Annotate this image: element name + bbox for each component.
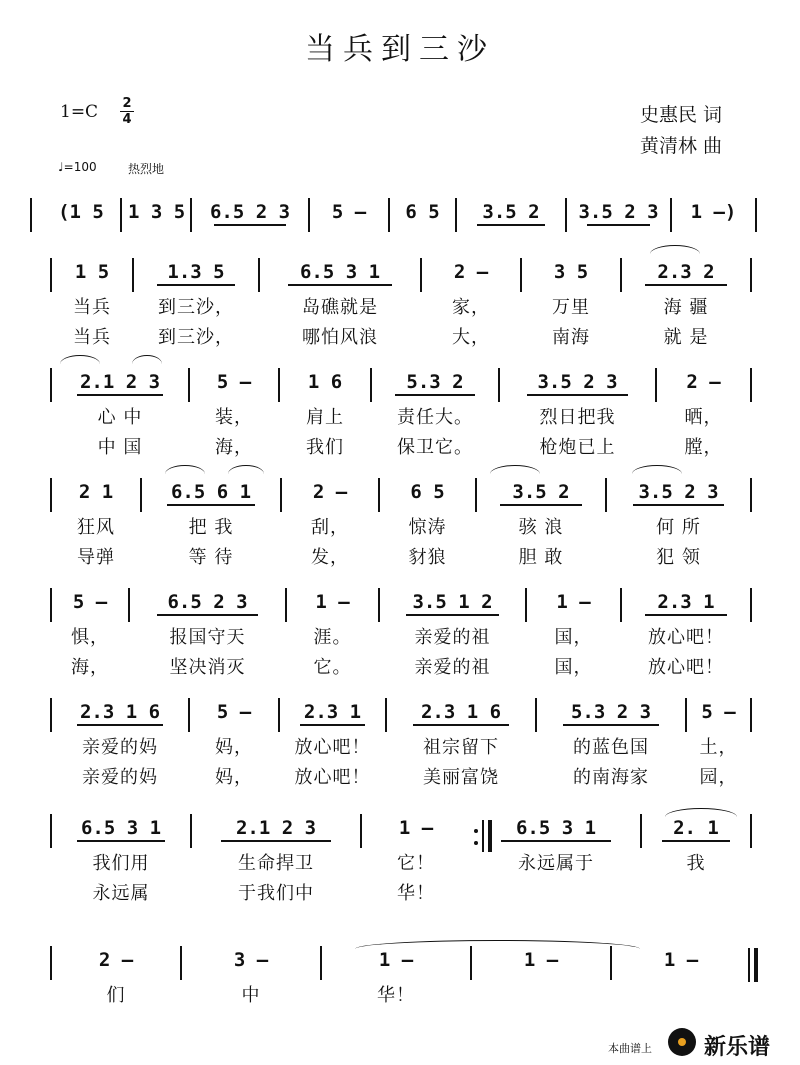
measure-notes: 6.5 3 1 [80,817,162,839]
barline [50,946,52,980]
measure-notes: 6.5 2 3 [167,591,248,613]
barline [610,946,612,980]
barline [565,198,567,232]
barline [525,588,527,622]
barline [370,368,372,402]
barline [535,698,537,732]
barline [360,814,362,848]
lyric-1: 晒， [684,407,723,428]
lyric-2: 国， [554,657,593,678]
lyric-2: 坚决消灭 [169,657,246,678]
time-signature [120,97,134,126]
barline [470,946,472,980]
lyricist-credit: 史惠民 词 [640,104,723,126]
barline [258,258,260,292]
lyric-2: 保卫它。 [397,437,473,458]
barline [520,258,522,292]
measure-notes: 3.5 2 3 [537,371,618,393]
measure-notes: 1.3 5 [167,261,225,283]
measure-notes: 1 – [378,949,414,971]
eighth-beam [563,724,658,726]
measure-notes: 3.5 2 3 [578,201,659,223]
barline [378,478,380,512]
vinyl-logo-icon [668,1028,696,1056]
barline [605,478,607,512]
barline [188,368,190,402]
eighth-beam [406,614,499,616]
lyric-1: 的蓝色国 [573,737,649,758]
measure-notes: 6 5 [410,481,445,503]
barline [50,698,52,732]
eighth-beam [477,224,544,226]
measure-notes: 1 – [398,817,434,839]
measure-notes: 5 – [216,371,252,393]
barline [655,368,657,402]
lyric-1: 妈， [215,737,253,758]
eighth-beam [645,284,726,286]
measure-notes: 2 – [312,481,348,503]
barline [640,814,642,848]
measure-notes: 3.5 2 [482,201,540,223]
measure-notes: (1 5 [58,201,104,223]
lyric-1: 亲爱的妈 [82,737,158,758]
eighth-beam [501,840,610,842]
eighth-beam [527,394,627,396]
final-barline-thick [754,948,758,982]
barline [685,698,687,732]
barline [120,198,122,232]
slur-arc [632,465,682,474]
eighth-beam [500,504,581,506]
measure-notes: 5 – [331,201,367,223]
barline [128,588,130,622]
lyric-1: 我 [686,853,706,874]
slur-arc [650,245,700,254]
lyric-1: 海 疆 [663,297,709,318]
measure-notes: 6.5 3 1 [299,261,381,283]
barline [750,698,752,732]
lyric-2: 到三沙， [158,327,234,348]
barline [132,258,134,292]
lyric-1: 烈日把我 [539,407,616,428]
lyric-1: 放心吧！ [294,737,371,758]
eighth-beam [300,724,365,726]
lyric-2: 犯 领 [656,547,701,568]
measure-notes: 2.1 2 3 [79,371,161,393]
lyric-1: 心 中 [97,407,143,428]
barline [188,698,190,732]
lyric-1: 到三沙， [158,297,234,318]
key-signature: 1=C [60,102,99,122]
lyric-2: 海， [215,437,253,458]
composer-credit: 黄清林 曲 [640,135,723,157]
lyric-2: 大， [452,327,490,348]
lyric-2: 亲爱的祖 [414,657,491,678]
measure-notes: 2 1 [78,481,114,503]
lyric-1: 中 [241,985,261,1006]
lyric-1: 华！ [377,985,415,1006]
barline [455,198,457,232]
measure-notes: 1 –) [690,201,737,223]
lyric-2: 华！ [397,883,435,904]
repeat-barline-thick [488,820,492,852]
barline [280,478,282,512]
barline [620,258,622,292]
lyric-1: 土， [699,737,738,758]
barline [190,198,192,232]
lyric-1: 我们用 [92,853,150,874]
lyric-2: 海， [71,657,109,678]
repeat-dot [474,829,478,833]
barline [320,946,322,980]
lyric-2: 哪怕风浪 [302,327,378,348]
lyric-1: 惊涛 [408,517,447,538]
lyric-1: 报国守天 [169,627,246,648]
lyric-1: 涯。 [313,627,352,648]
slur-arc [228,465,264,474]
lyric-2: 中 国 [97,437,143,458]
measure-notes: 2 – [453,261,489,283]
measure-notes: 6.5 2 3 [209,201,291,223]
measure-notes: 1 6 [307,371,343,393]
lyric-1: 当兵 [73,297,111,318]
measure-notes: 5.3 2 3 [570,701,652,723]
measure-notes: 6.5 3 1 [515,817,597,839]
slur-arc [60,355,100,364]
lyric-1: 骇 浪 [518,517,564,538]
lyric-1: 何 所 [656,517,701,538]
measure-notes: 6 5 [405,201,440,223]
barline [750,368,752,402]
measure-notes: 5 – [701,701,736,723]
eighth-beam [395,394,475,396]
measure-notes: 2.1 2 3 [235,817,317,839]
tempo-description: 热烈地 [128,162,165,176]
barline [750,478,752,512]
lyric-1: 装， [215,407,253,428]
barline [755,198,757,232]
barline [750,588,752,622]
lyric-1: 把 我 [188,517,234,538]
barline [50,368,52,402]
time-signature-top: 2 [122,96,132,111]
barline [388,198,390,232]
lyric-1: 祖宗留下 [423,737,499,758]
measure-notes: 2.3 2 [657,261,715,283]
barline [308,198,310,232]
lyric-1: 生命捍卫 [238,853,314,874]
barline [50,814,52,848]
measure-notes: 3.5 1 2 [412,591,493,613]
lyric-2: 发， [311,547,349,568]
slur-arc [132,355,162,364]
lyric-2: 等 待 [188,547,234,568]
lyric-1: 放心吧！ [648,627,724,648]
final-barline-thin [748,948,750,982]
song-title: 当兵到三沙 [305,32,495,67]
lyric-2: 我们 [306,437,344,458]
barline [50,478,52,512]
lyric-2: 园， [699,767,738,788]
eighth-beam [77,724,164,726]
measure-notes: 1 – [315,591,350,613]
lyric-2: 永远属 [92,883,150,904]
lyric-2: 于我们中 [238,883,314,904]
measure-notes: 5 – [216,701,252,723]
lyric-2: 豺狼 [408,547,447,568]
measure-notes: 1 3 5 [128,201,186,223]
measure-notes: 2 – [98,949,134,971]
slur-arc [165,465,205,474]
barline [750,258,752,292]
lyric-2: 美丽富饶 [423,767,499,788]
eighth-beam [662,840,729,842]
measure-notes: 3 5 [553,261,589,283]
eighth-beam [221,840,330,842]
slur-arc [665,808,737,817]
lyric-2: 枪炮已上 [539,437,616,458]
lyric-1: 们 [106,985,126,1006]
lyric-2: 的南海家 [573,767,649,788]
site-logo-text: 新乐谱 [704,1035,771,1060]
measure-notes: 2.3 1 [657,591,715,613]
measure-notes: 2.3 1 [303,701,362,723]
lyric-1: 国， [554,627,593,648]
barline [420,258,422,292]
lyric-2: 放心吧！ [648,657,724,678]
barline [278,698,280,732]
measure-notes: 1 – [523,949,559,971]
lyric-1: 刮， [311,517,349,538]
lyric-2: 当兵 [73,327,111,348]
barline [385,698,387,732]
barline [50,258,52,292]
barline [475,478,477,512]
lyric-1: 万里 [552,297,590,318]
lyric-2: 就 是 [663,327,709,348]
slur-arc [355,940,640,949]
lyric-2: 膛， [684,437,723,458]
barline [190,814,192,848]
eighth-beam [633,504,725,506]
measure-notes: 2. 1 [673,817,719,839]
measure-notes: 3.5 2 3 [638,481,719,503]
measure-notes: 3 – [233,949,269,971]
intro-start-barline [30,198,32,232]
eighth-beam [587,224,651,226]
eighth-beam [413,724,508,726]
barline [50,588,52,622]
barline [140,478,142,512]
lyric-2: 妈， [215,767,253,788]
lyric-2: 导弹 [77,547,115,568]
lyric-2: 亲爱的妈 [82,767,158,788]
measure-notes: 3.5 2 [512,481,570,503]
barline [670,198,672,232]
eighth-beam [167,504,255,506]
lyric-2: 它。 [313,657,352,678]
measure-notes: 6.5 6 1 [170,481,252,503]
lyric-1: 岛礁就是 [302,297,378,318]
time-signature-bottom: 4 [122,112,132,127]
lyric-1: 亲爱的祖 [414,627,491,648]
repeat-dot [474,841,478,845]
barline [378,588,380,622]
measure-notes: 5.3 2 [406,371,464,393]
slur-arc [490,465,540,474]
barline [498,368,500,402]
lyric-2: 胆 敢 [518,547,564,568]
barline [620,588,622,622]
lyric-1: 惧， [71,627,109,648]
tempo-marking: ♩=100 [58,160,97,174]
lyric-2: 南海 [552,327,590,348]
lyric-1: 它！ [397,853,435,874]
lyric-1: 狂风 [77,517,115,538]
barline [180,946,182,980]
eighth-beam [157,614,257,616]
barline [750,814,752,848]
barline [278,368,280,402]
eighth-beam [157,284,235,286]
eighth-beam [288,284,392,286]
lyric-1: 责任大。 [397,407,473,428]
measure-notes: 1 5 [74,261,110,283]
lyric-2: 放心吧！ [294,767,371,788]
eighth-beam [77,394,164,396]
eighth-beam [645,614,726,616]
measure-notes: 2.3 1 6 [79,701,161,723]
repeat-barline-thin [482,820,484,852]
measure-notes: 1 – [663,949,699,971]
eighth-beam [214,224,287,226]
measure-notes: 1 – [556,591,591,613]
footer-text: 本曲谱上 [608,1042,652,1055]
lyric-1: 肩上 [306,407,344,428]
lyric-1: 永远属于 [518,853,594,874]
measure-notes: 5 – [72,591,108,613]
lyric-1: 家， [452,297,490,318]
barline [285,588,287,622]
measure-notes: 2.3 1 6 [420,701,502,723]
measure-notes: 2 – [686,371,721,393]
eighth-beam [77,840,165,842]
